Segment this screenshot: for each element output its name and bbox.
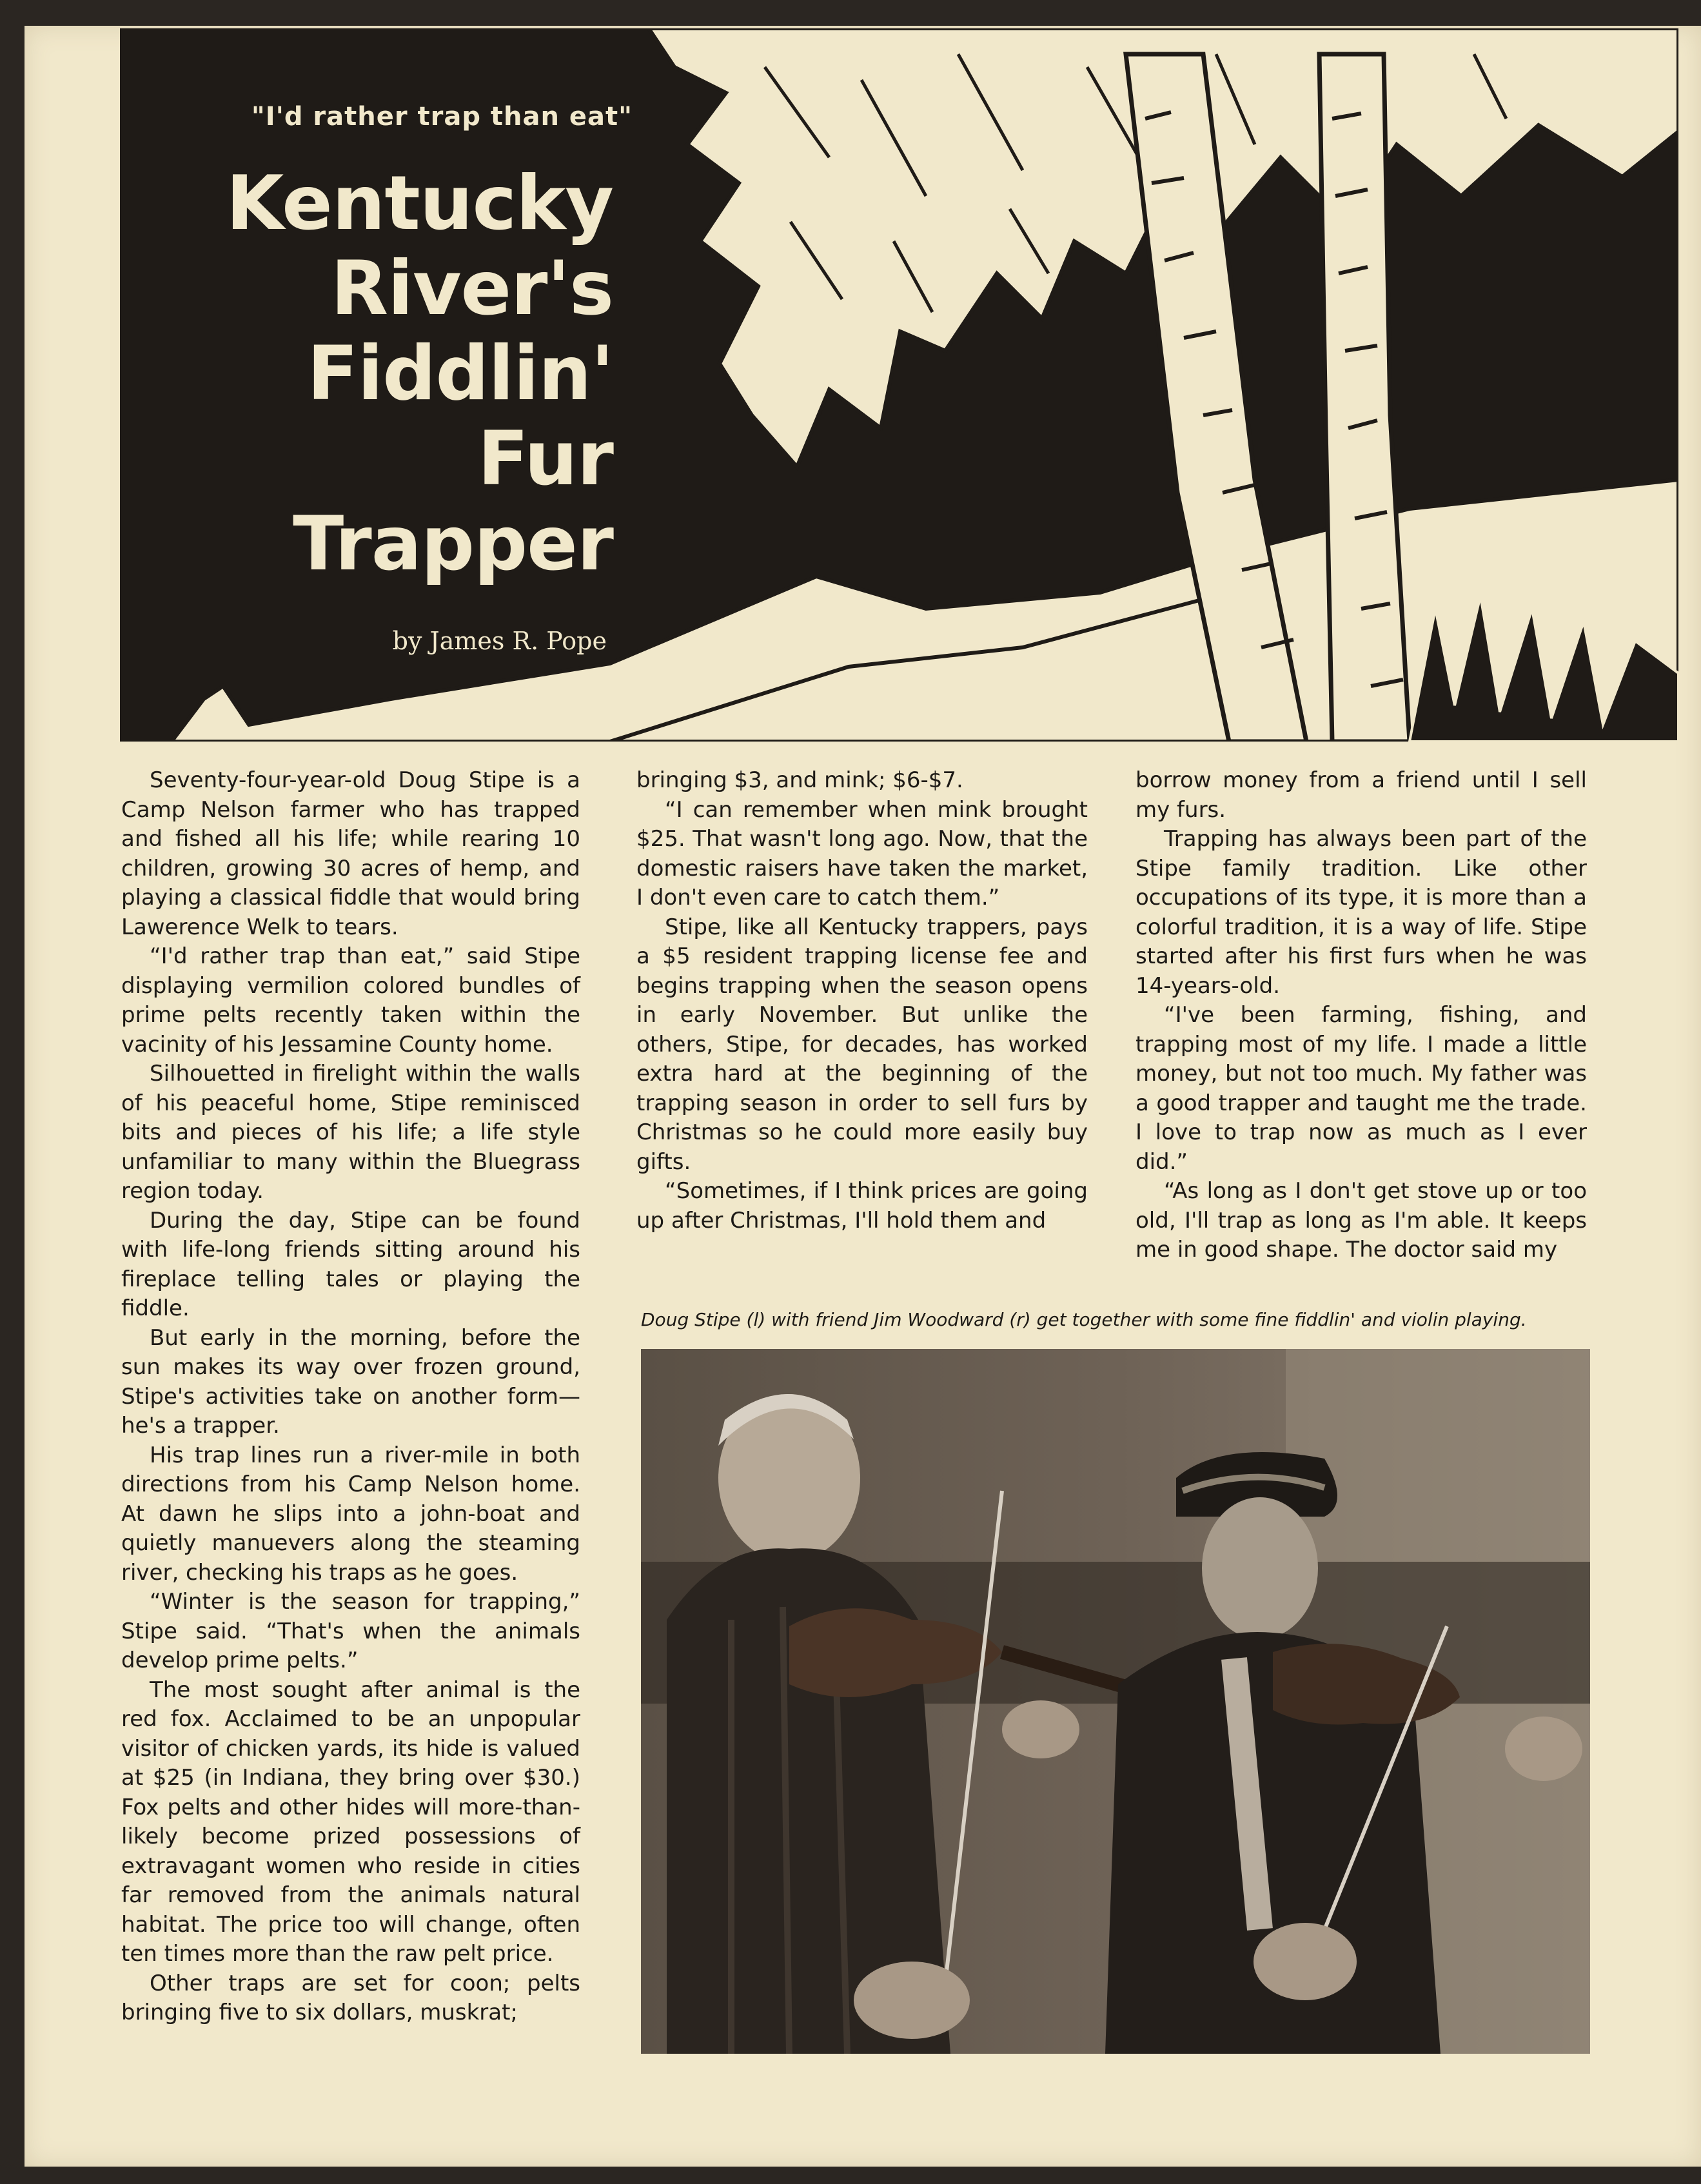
title-line: Fiddlin' — [307, 330, 613, 417]
text-column-3 — [1136, 766, 1587, 1265]
paragraph: “As long as I don't get stove up or too old, I'll trap as long as I'm able. It keeps me in good shape. The doctor said my — [1136, 1178, 1587, 1263]
paragraph: But early in the morning, before the sun makes its way over frozen ground, Stipe's activities take on another form—he's a trapper. — [121, 1324, 580, 1439]
title-line: Fur — [477, 415, 613, 502]
photo-illustration — [641, 1349, 1590, 2054]
paragraph: “I can remember when mink brought $25. That wasn't long ago. Now, that the domestic raisers have taken the market, I don't even care to catch them.” — [636, 796, 1088, 910]
paragraph: “I've been farming, fishing, and trapping most of my life. I made a little money, but not too much. My father was a good trapper and taught me the trade. I love to trap now as much as I ever did.” — [1136, 1002, 1587, 1175]
fiddlers-photo — [641, 1349, 1590, 2054]
paragraph: borrow money from a friend until I sell my furs. — [1136, 767, 1587, 823]
paragraph: Stipe, like all Kentucky trappers, pays a $5 resident trapping license fee and begins trapping when the season opens in early November. But unlike the others, Stipe, for decades, has worked extra hard at the beginning of the trapping season in order to sell furs by Christmas so he could more easily buy gifts. — [636, 914, 1088, 1175]
title-line: Kentucky — [226, 160, 613, 247]
byline: by James R. Pope — [392, 627, 607, 655]
paragraph: Silhouetted in firelight within the walls of his peaceful home, Stipe reminisced bits and pieces of his life; a life style unfamiliar to many within the Bluegrass region today. — [121, 1061, 580, 1204]
paragraph: His trap lines run a river-mile in both directions from his Camp Nelson home. At dawn he slips into a john-boat and quietly manuevers along the steaming river, checking his traps as he goes. — [121, 1442, 580, 1586]
article-kicker: "I'd rather trap than eat" — [251, 102, 633, 132]
paragraph: bringing $3, and mink; $6-$7. — [636, 767, 963, 793]
paragraph: Other traps are set for coon; pelts bringing five to six dollars, muskrat; — [121, 1970, 580, 2025]
article-title — [120, 161, 613, 587]
photo-caption: Doug Stipe (l) with friend Jim Woodward (r) get together with some fine fiddlin' and violin playing. — [641, 1309, 1527, 1330]
paragraph: Seventy-four-year-old Doug Stipe is a Camp Nelson farmer who has trapped and fished all his life; while rearing 10 children, growing 30 acres of hemp, and playing a classical fiddle that would bring Lawerence Welk to tears. — [121, 767, 580, 940]
paragraph: During the day, Stipe can be found with life-long friends sitting around his fireplace telling tales or playing the fiddle. — [121, 1207, 580, 1321]
text-column-1 — [121, 766, 580, 2028]
text-column-2 — [636, 766, 1088, 1235]
title-line: Trapper — [293, 500, 613, 587]
paragraph: Trapping has always been part of the Stipe family tradition. Like other occupations of its type, it is more than a colorful tradition, it is a way of life. Stipe started after his first furs when he was 14-years-old. — [1136, 826, 1587, 999]
title-line: River's — [330, 245, 613, 332]
paragraph: “I'd rather trap than eat,” said Stipe displaying vermilion colored bundles of prime pelts recently taken within the vacinity of his Jessamine County home. — [121, 943, 580, 1058]
paragraph: “Sometimes, if I think prices are going up after Christmas, I'll hold them and — [636, 1178, 1088, 1234]
paragraph: “Winter is the season for trapping,” Stipe said. “That's when the animals develop prime pelts.” — [121, 1589, 580, 1673]
paragraph: The most sought after animal is the red fox. Acclaimed to be an unpopular visitor of chicken yards, its hide is valued at $25 (in Indiana, they bring over $30.) Fox pelts and other hides will more-than-likely become prized possessions of extravagant women who reside in cities far removed from the animals natural habitat. The price too will change, often ten times more than the raw pelt price. — [121, 1677, 580, 1967]
